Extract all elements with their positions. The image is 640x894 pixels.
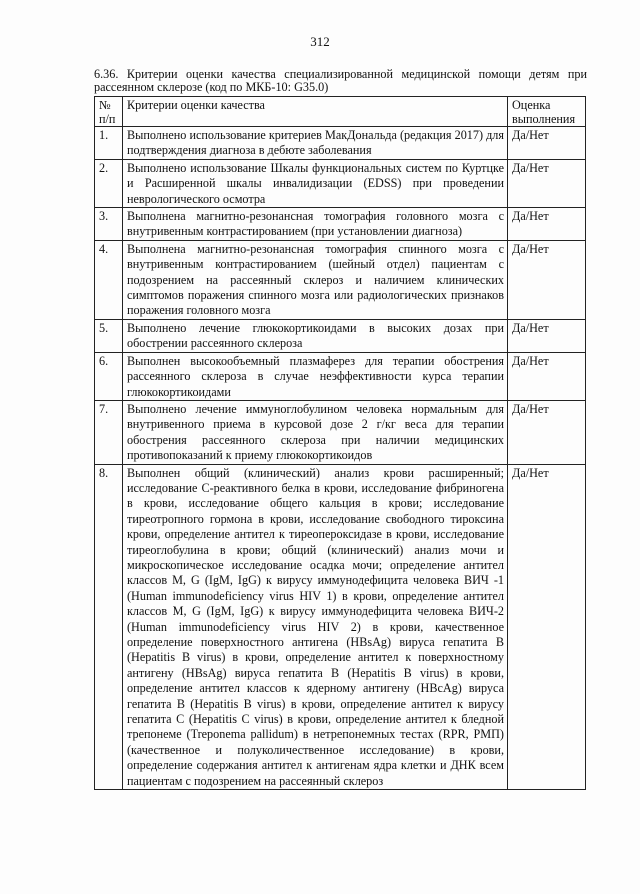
row-number: 2. [95, 159, 123, 207]
row-evaluation: Да/Нет [508, 159, 586, 207]
row-evaluation: Да/Нет [508, 240, 586, 319]
row-number: 6. [95, 352, 123, 400]
row-evaluation: Да/Нет [508, 352, 586, 400]
row-criterion: Выполнена магнитно-резонансная томография головного мозга с внутривенным контрастированием (при установлении диагноза) [123, 208, 508, 241]
row-evaluation: Да/Нет [508, 400, 586, 464]
table-row [95, 352, 586, 400]
row-criterion: Выполнено лечение иммуноглобулином человека нормальным для внутривенного приема в курсовой дозе 2 г/кг веса для терапии обострения рассеянного склероза при наличии медицинских противопоказаний к приему глюкокортикоидов [123, 400, 508, 464]
table-row [95, 127, 586, 160]
row-criterion: Выполнен высокообъемный плазмаферез для терапии обострения рассеянного склероза в случае неэффективности курса терапии глюкокортикоидами [123, 352, 508, 400]
row-number: 8. [95, 464, 123, 790]
table-row [95, 400, 586, 464]
row-number: 5. [95, 319, 123, 352]
table-row [95, 159, 586, 207]
row-criterion: Выполнена магнитно-резонансная томография спинного мозга с внутривенным контрастированием (шейный отдел) пациентам с подозрением на рассеянный склероз и наличием клинических симптомов поражения спинного мозга или радиологических признаков поражения головного мозга [123, 240, 508, 319]
table-row [95, 240, 586, 319]
table-header-row [95, 97, 586, 127]
row-criterion: Выполнено использование критериев МакДональда (редакция 2017) для подтверждения диагноза в дебюте заболевания [123, 127, 508, 160]
table-row [95, 208, 586, 241]
table-row [95, 464, 586, 790]
table-row [95, 319, 586, 352]
header-evaluation: Оценка выполнения [508, 97, 586, 127]
header-number: № п/п [95, 97, 123, 127]
page-number: 312 [310, 34, 330, 49]
section-heading: 6.36. Критерии оценки качества специализированной медицинской помощи детям при рассеянном склерозе (код по МКБ-10: G35.0) [94, 67, 587, 94]
row-evaluation: Да/Нет [508, 127, 586, 160]
row-criterion: Выполнено лечение глюкокортикоидами в высоких дозах при обострении рассеянного склероза [123, 319, 508, 352]
row-evaluation: Да/Нет [508, 319, 586, 352]
row-criterion: Выполнен общий (клинический) анализ крови расширенный; исследование С-реактивного белка в крови, исследование фибриногена в крови, исследование общего кальция в крови; исследование тиреотропного гормона в крови, исследование свободного тироксина крови, определение антител к тиреопероксидазе в крови, исследование тиреоглобулина в крови; общий (клинический) анализ мочи и микроскопическое исследование осадка мочи; определение антител классов M, G (IgM, IgG) к вирусу иммунодефицита человека ВИЧ -1 (Human immunodeficiency virus HIV 1) в крови, определение антител классов M, G (IgM, IgG) к вирусу иммунодефицита человека ВИЧ-2 (Human immunodeficiency virus HIV 2) в крови, качественное определение поверхностного антигена (HBsAg) вируса гепатита B (Hepatitis B virus) в крови, определение антител к поверхностному антигену (HBsAg) вируса гепатита B (Hepatitis B virus) в крови, определение антител классов к ядерному антигену (HBcAg) вируса гепатита B (Hepatitis B virus) в крови, определение антител к вирусу гепатита C (Hepatitis C virus) в крови, определение антител к бледной трепонеме (Treponema pallidum) в нетрепонемных тестах (RPR, РМП) (качественное и полуколичественное исследование) в крови, определение содержания антител к антигенам ядра клетки и ДНК всем пациентам с подозрением на рассеянный склероз [123, 464, 508, 790]
row-number: 4. [95, 240, 123, 319]
row-evaluation: Да/Нет [508, 208, 586, 241]
row-number: 7. [95, 400, 123, 464]
row-number: 3. [95, 208, 123, 241]
header-criteria: Критерии оценки качества [123, 97, 508, 127]
row-evaluation: Да/Нет [508, 464, 586, 790]
criteria-table [94, 96, 586, 790]
row-criterion: Выполнено использование Шкалы функциональных систем по Куртцке и Расширенной шкалы инвалидизации (EDSS) при проведении неврологического осмотра [123, 159, 508, 207]
row-number: 1. [95, 127, 123, 160]
